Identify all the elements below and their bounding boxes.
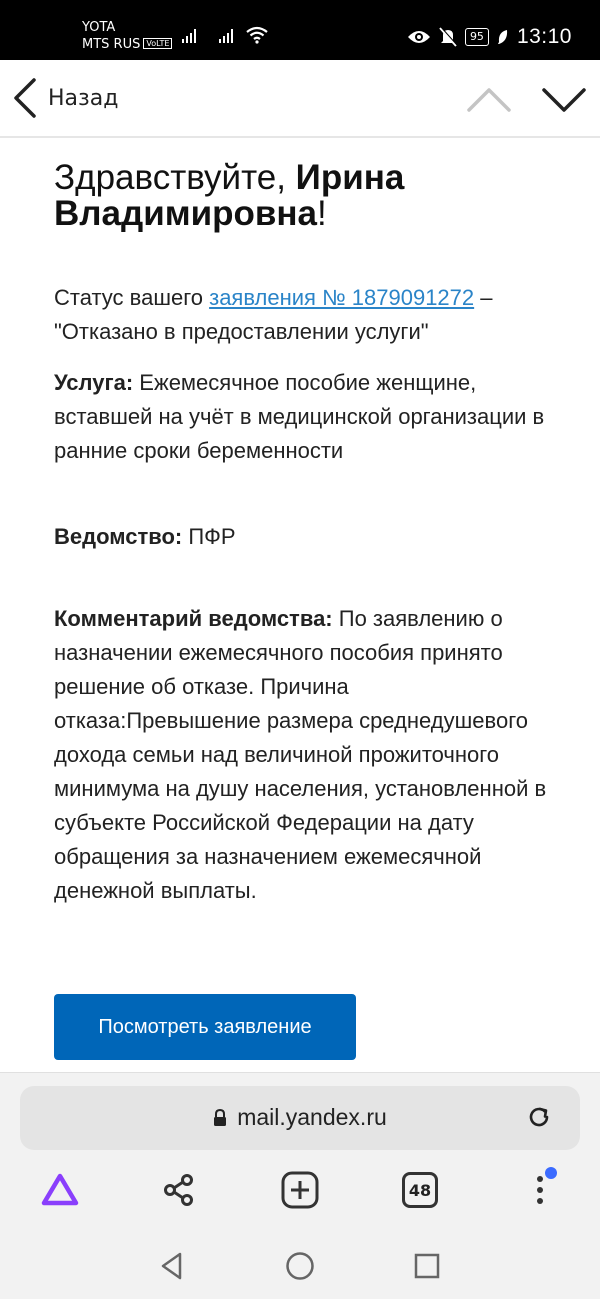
reload-icon[interactable] — [526, 1104, 552, 1130]
status-paragraph — [54, 281, 554, 349]
leaf-icon — [497, 29, 509, 45]
url-text: mail.yandex.ru — [237, 1104, 387, 1130]
app-header — [0, 60, 600, 138]
message-body — [54, 158, 554, 1038]
comment-label: Комментарий ведомства: — [54, 606, 333, 631]
application-link[interactable]: заявления № 1879091272 — [209, 285, 475, 310]
browser-toolbar — [0, 1165, 600, 1225]
greeting-prefix: Здравствуйте, — [54, 158, 296, 197]
back-label: Назад — [48, 85, 119, 111]
status-value: – "Отказано в предоставлении услуги" — [54, 285, 493, 344]
back-button[interactable] — [12, 78, 118, 118]
browser-chrome — [0, 1072, 600, 1232]
share-icon — [162, 1173, 196, 1207]
eye-icon — [407, 29, 431, 45]
clock: 13:10 — [516, 25, 572, 48]
previous-message-button[interactable] — [466, 82, 512, 116]
signal-2-icon — [219, 29, 233, 43]
carrier-2: MTS RUS — [82, 37, 141, 52]
nav-recents-icon[interactable] — [413, 1250, 441, 1282]
plus-icon — [280, 1170, 320, 1210]
chevron-left-icon — [12, 78, 38, 118]
lock-icon — [213, 1109, 227, 1127]
department-label: Ведомство: — [54, 524, 183, 549]
service-value: Ежемесячное пособие женщине, вставшей на учёт в медицинской организации в ранние сроки беременности — [54, 370, 545, 463]
tabs-button[interactable] — [395, 1165, 445, 1215]
comment-value: По заявлению о назначении ежемесячного пособия принято решение об отказе. Причина отказа:Превышение размера среднедушевого дохода семьи над величиной прожиточного минимума на душу населения, установленной в субъекте Российской Федерации на дату обращения за назначением ежемесячной денежной выплаты. — [54, 606, 547, 903]
comment-paragraph — [54, 602, 554, 908]
greeting-name: Ирина Владимировна — [54, 158, 405, 233]
service-label: Услуга: — [54, 370, 134, 395]
service-paragraph — [54, 366, 554, 468]
alice-button[interactable] — [35, 1165, 85, 1215]
signal-1-icon — [182, 29, 196, 43]
battery-indicator: 95 — [465, 28, 489, 46]
volte-badge: VoLTE — [143, 38, 172, 49]
carrier-info — [82, 19, 172, 53]
address-bar[interactable] — [20, 1086, 580, 1150]
system-nav-bar — [0, 1232, 600, 1299]
wifi-icon — [245, 25, 269, 45]
menu-button[interactable] — [515, 1165, 565, 1215]
tabs-count: 48 — [402, 1172, 438, 1208]
notification-dot — [545, 1167, 557, 1179]
next-message-button[interactable] — [541, 82, 587, 116]
department-paragraph — [54, 520, 236, 554]
greeting-suffix: ! — [317, 194, 327, 233]
mute-bell-icon — [439, 27, 457, 47]
view-application-button[interactable]: Посмотреть заявление — [54, 994, 356, 1060]
status-prefix: Статус вашего — [54, 285, 210, 310]
greeting-heading — [54, 160, 554, 232]
status-bar — [0, 0, 600, 60]
department-value: ПФР — [182, 524, 236, 549]
alice-icon — [40, 1172, 80, 1208]
nav-home-icon[interactable] — [284, 1250, 316, 1282]
share-button[interactable] — [154, 1165, 204, 1215]
carrier-1: YOTA — [82, 20, 116, 35]
new-tab-button[interactable] — [275, 1165, 325, 1215]
nav-back-icon[interactable] — [158, 1250, 186, 1282]
